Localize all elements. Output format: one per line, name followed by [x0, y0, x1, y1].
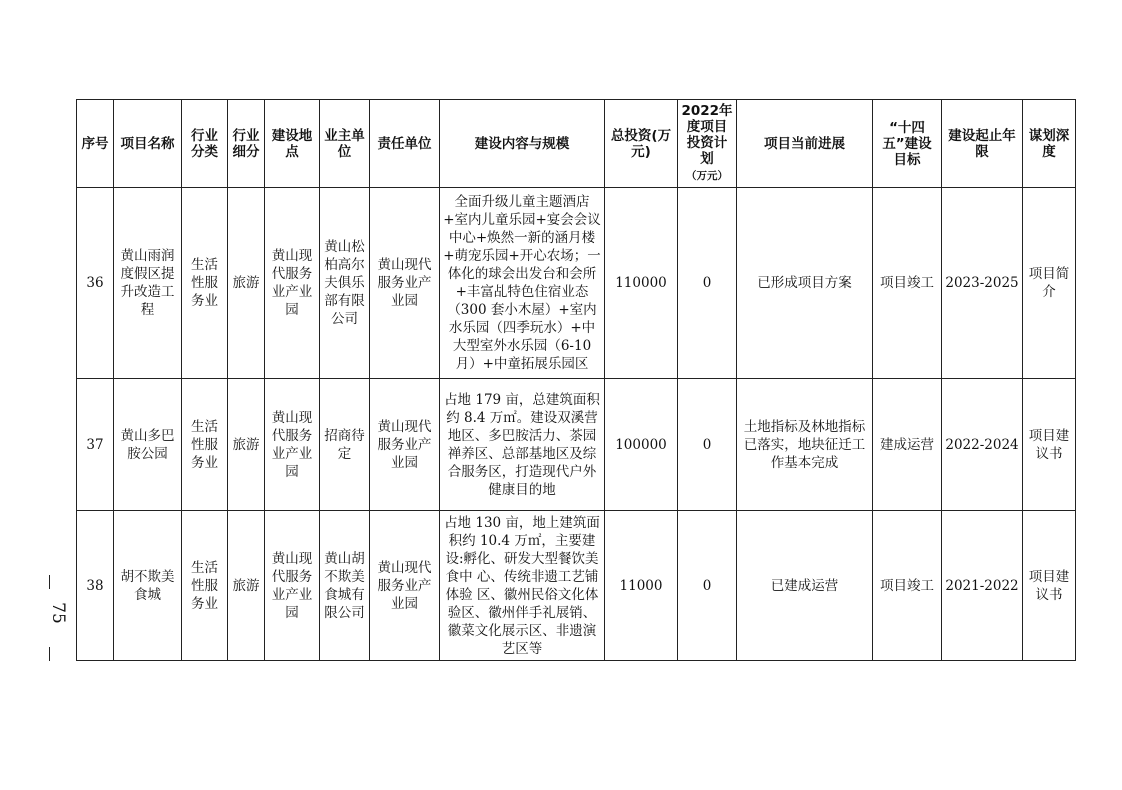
cell-period: 2023-2025 [942, 188, 1023, 379]
cell-progress: 已形成项目方案 [737, 188, 873, 379]
project-table [76, 99, 1076, 661]
cell-progress: 已建成运营 [737, 511, 873, 661]
cell-owner: 黄山松柏高尔夫俱乐部有限公司 [320, 188, 370, 379]
header-plan-unit: （万元） [686, 170, 728, 182]
cell-depth: 项目简介 [1023, 188, 1076, 379]
header-location: 建设地点 [265, 100, 320, 188]
cell-seq: 38 [77, 511, 114, 661]
cell-subcategory: 旅游 [228, 188, 265, 379]
page-number-dash-bottom [49, 647, 50, 661]
cell-investment: 110000 [605, 188, 678, 379]
cell-owner: 黄山胡不欺美食城有限公司 [320, 511, 370, 661]
cell-responsible: 黄山现代服务业产业园 [370, 511, 440, 661]
page-number-dash-top [49, 575, 50, 589]
header-name: 项目名称 [114, 100, 182, 188]
cell-plan-2022: 0 [678, 379, 737, 511]
cell-progress: 土地指标及林地指标已落实，地块征迁工作基本完成 [737, 379, 873, 511]
cell-period: 2021-2022 [942, 511, 1023, 661]
cell-content: 占地 130 亩，地上建筑面积约 10.4 万㎡，主要建设:孵化、研发大型餐饮美食中 心、传统非遗工艺铺体验 区、徽州民俗文化体验区、徽州伴手礼展销、徽菜文化展示区、非遗演艺区等 [440, 511, 605, 661]
cell-investment: 11000 [605, 511, 678, 661]
cell-responsible: 黄山现代服务业产业园 [370, 188, 440, 379]
cell-investment: 100000 [605, 379, 678, 511]
table-row [77, 511, 1076, 661]
header-subcategory: 行业细分 [228, 100, 265, 188]
cell-subcategory: 旅游 [228, 511, 265, 661]
cell-owner: 招商待定 [320, 379, 370, 511]
cell-responsible: 黄山现代服务业产业园 [370, 379, 440, 511]
cell-plan-2022: 0 [678, 188, 737, 379]
cell-content: 占地 179 亩，总建筑面积约 8.4 万㎡。建设双溪营地区、多巴胺活力、茶园禅养区、总部基地区及综合服务区，打造现代户外健康目的地 [440, 379, 605, 511]
cell-industry: 生活性服务业 [182, 379, 228, 511]
cell-name: 黄山雨润度假区提升改造工程 [114, 188, 182, 379]
cell-depth: 项目建议书 [1023, 511, 1076, 661]
table-row [77, 379, 1076, 511]
header-investment: 总投资(万元) [605, 100, 678, 188]
header-plan-2022 [678, 100, 737, 188]
header-depth: 谋划深度 [1023, 100, 1076, 188]
cell-plan-2022: 0 [678, 511, 737, 661]
cell-target: 建成运营 [873, 379, 942, 511]
header-seq: 序号 [77, 100, 114, 188]
cell-name: 胡不欺美食城 [114, 511, 182, 661]
table-row [77, 188, 1076, 379]
cell-location: 黄山现代服务业产业园 [265, 511, 320, 661]
page-number-block [35, 575, 75, 665]
header-progress: 项目当前进展 [737, 100, 873, 188]
header-owner: 业主单位 [320, 100, 370, 188]
header-industry: 行业分类 [182, 100, 228, 188]
table-header-row [77, 100, 1076, 188]
cell-industry: 生活性服务业 [182, 511, 228, 661]
cell-target: 项目竣工 [873, 511, 942, 661]
header-responsible: 责任单位 [370, 100, 440, 188]
cell-industry: 生活性服务业 [182, 188, 228, 379]
cell-target: 项目竣工 [873, 188, 942, 379]
cell-name: 黄山多巴胺公园 [114, 379, 182, 511]
cell-seq: 37 [77, 379, 114, 511]
page-number: 75 [48, 602, 68, 624]
cell-subcategory: 旅游 [228, 379, 265, 511]
header-target: “十四五”建设目标 [873, 100, 942, 188]
cell-location: 黄山现代服务业产业园 [265, 379, 320, 511]
header-content: 建设内容与规模 [440, 100, 605, 188]
header-period: 建设起止年限 [942, 100, 1023, 188]
cell-period: 2022-2024 [942, 379, 1023, 511]
header-plan-2022-label: 2022年度项目投资计划 [681, 103, 733, 167]
cell-location: 黄山现代服务业产业园 [265, 188, 320, 379]
cell-depth: 项目建议书 [1023, 379, 1076, 511]
cell-content: 全面升级儿童主题酒店+室内儿童乐园+宴会会议中心+焕然一新的涵月楼+萌宠乐园+开心农场；一体化的球会出发台和会所+丰富乩特色住宿业态（300 套小木屋）+室内水乐园（四季玩水）+中大型室外水乐园（6-10 月）+中童拓展乐园区 [440, 188, 605, 379]
cell-seq: 36 [77, 188, 114, 379]
